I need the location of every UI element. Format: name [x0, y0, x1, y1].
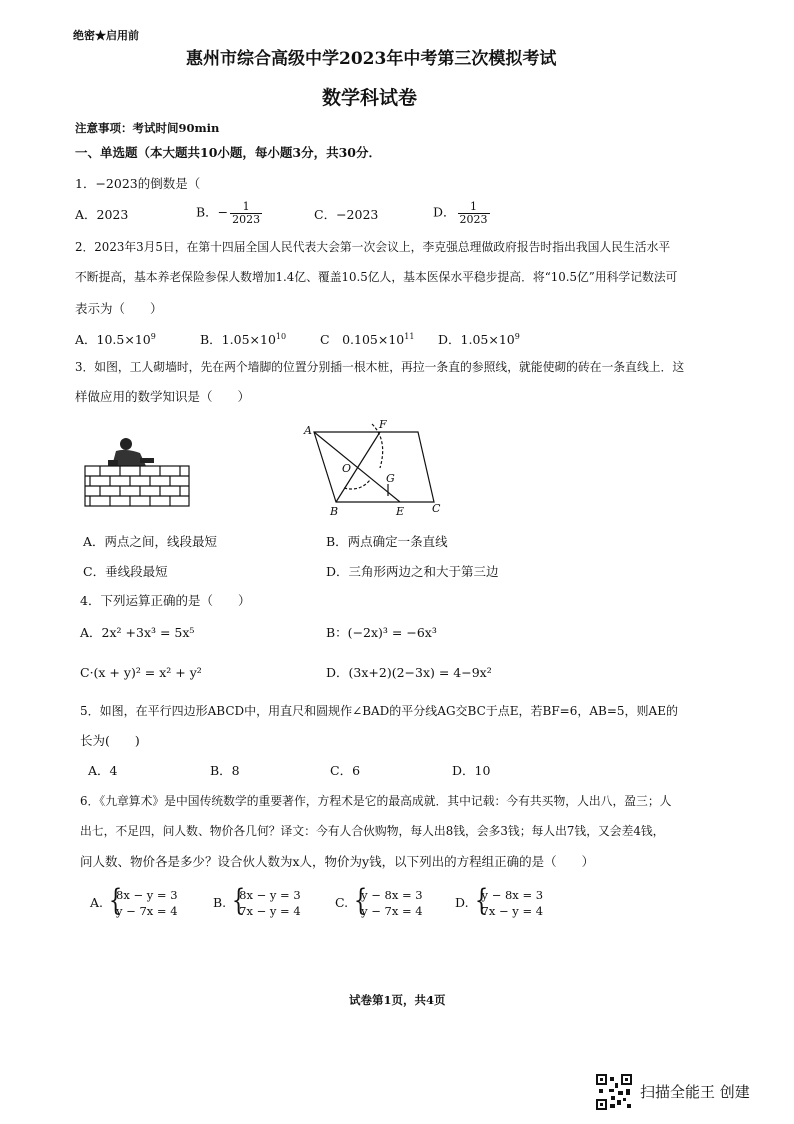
q3-option-d: D．三角形两边之和大于第三边 [326, 564, 499, 579]
qr-code-icon [596, 1074, 632, 1110]
q6-a-eq2: y − 7x = 4 [116, 903, 178, 918]
q6-option-b [213, 888, 301, 919]
q1-stem: 1．−2023的倒数是（ [75, 176, 201, 191]
label-c: C [432, 502, 441, 515]
label-b: B [330, 505, 339, 518]
q1-option-d-prefix: D． [433, 204, 456, 220]
q2-a-exp: 9 [150, 332, 156, 341]
q1-option-b-prefix: B．− [196, 204, 229, 220]
line-ae [314, 432, 400, 502]
q3-option-a: A．两点之间，线段最短 [83, 534, 218, 549]
brick-wall [85, 466, 189, 506]
q2-c-exp: 11 [404, 332, 415, 341]
page-number: 试卷第1页，共4页 [349, 993, 446, 1007]
subject-title: 数学科试卷 [322, 87, 418, 109]
q5-option-d: D．10 [452, 763, 491, 778]
q1-option-d-fraction [458, 201, 490, 225]
q4-option-b: B：(−2x)³ = −6x³ [326, 625, 437, 640]
q2-d-exp: 9 [514, 332, 520, 341]
q5-option-a: A．4 [88, 763, 118, 778]
label-a: A [304, 424, 312, 437]
q5-option-b: B．8 [210, 763, 240, 778]
parallelogram-figure [300, 418, 450, 518]
q3-option-c: C．垂线段最短 [83, 564, 168, 579]
q6-line3: 问人数、物价各是多少？设合伙人数为x人，物价为y钱，以下列出的方程组正确的是（ ） [80, 854, 595, 869]
notice: 注意事项：考试时间90min [75, 121, 220, 135]
label-e: E [396, 505, 405, 518]
worker-icon [108, 438, 154, 466]
brick-wall-figure [82, 436, 192, 508]
q6-b-label: B. [213, 895, 227, 911]
q2-b-base: B．1.05×10 [200, 332, 276, 348]
q1-b-denominator: 2023 [232, 212, 261, 226]
q2-option-b [200, 333, 286, 347]
q2-d-base: D．1.05×10 [438, 332, 515, 348]
q1-option-b-fraction [230, 201, 262, 225]
q4-option-d: D．(3x+2)(2−3x) = 4−9x² [326, 665, 492, 680]
q6-c-label: C. [335, 895, 349, 911]
secret-label: 绝密★启用前 [73, 29, 139, 42]
q1-d-numerator: 1 [458, 201, 490, 214]
section-title: 一、单选题（本大题共10小题，每小题3分，共30分． [75, 145, 381, 160]
q2-option-a [75, 333, 156, 347]
q1-d-denominator: 2023 [459, 212, 488, 226]
q1-option-d [433, 201, 492, 225]
q4-option-c: C·(x + y)² = x² + y² [80, 665, 202, 680]
q6-a-system [107, 888, 178, 919]
q6-d-label: D. [455, 895, 469, 911]
q6-a-label: A. [90, 895, 104, 911]
q5-option-c: C．6 [330, 763, 361, 778]
q6-c-system [352, 888, 423, 919]
q4-option-a: A．2x² +3x³ = 5x⁵ [80, 625, 195, 640]
q1-option-b [196, 201, 264, 225]
q6-b-eq2: 7x − y = 4 [239, 903, 301, 918]
q3-line1: 3．如图，工人砌墙时，先在两个墙脚的位置分别插一根木桩，再拉一条直的参照线，就能使砌的砖在一条直线上．这 [75, 360, 685, 374]
q2-line1: 2．2023年3月5日，在第十四届全国人民代表大会第一次会议上，李克强总理做政府报告时指出我国人民生活水平 [75, 240, 671, 254]
q2-line2: 不断提高，基本养老保险参保人数增加1.4亿、覆盖10.5亿人，基本医保水平稳步提高．将“10.5亿”用科学记数法可 [75, 270, 678, 284]
q1-option-a: A．2023 [75, 207, 129, 222]
q6-a-eq1: { 8x − y = 3 [116, 888, 178, 902]
q6-d-system [473, 888, 544, 919]
exam-title: 惠州市综合高级中学2023年中考第三次模拟考试 [186, 49, 557, 69]
q3-line2: 样做应用的数学知识是（ ） [75, 389, 251, 404]
label-g: G [386, 472, 395, 485]
q6-d-eq2: 7x − y = 4 [481, 903, 544, 918]
label-o: O [342, 462, 352, 475]
q6-option-c [335, 888, 423, 919]
q2-c-base: C 0.105×10 [320, 332, 405, 348]
q2-a-base: A．10.5×10 [75, 332, 151, 348]
q6-c-eq2: y − 7x = 4 [361, 903, 423, 918]
q6-option-d [455, 888, 543, 919]
q6-option-a [90, 888, 178, 919]
q3-option-b: B．两点确定一条直线 [326, 534, 448, 549]
q4-stem: 4．下列运算正确的是（ ） [80, 593, 251, 608]
q1-option-c: C．−2023 [314, 207, 379, 222]
q6-line1: 6．《九章算术》是中国传统数学的重要著作，方程术是它的最高成就．其中记载：今有共买物，人出八，盈三；人 [80, 794, 672, 808]
scanner-credit: 扫描全能王 创建 [640, 1083, 750, 1101]
q6-b-eq1: { 8x − y = 3 [239, 888, 301, 902]
q6-b-system [230, 888, 301, 919]
label-f: F [379, 418, 387, 431]
q2-b-exp: 10 [275, 332, 287, 341]
q6-d-eq1: { y − 8x = 3 [481, 888, 544, 902]
q6-c-eq1: { y − 8x = 3 [361, 888, 423, 902]
q2-option-c [320, 333, 414, 347]
q6-line2: 出七，不足四，问人数、物价各几何？译文：今有人合伙购物，每人出8钱，会多3钱；每人出7钱，又会差4钱， [80, 824, 665, 838]
q5-line1: 5．如图，在平行四边形ABCD中，用直尺和圆规作∠BAD的平分线AG交BC于点E，若BF=6，AB=5，则AE的 [80, 704, 678, 718]
q1-b-numerator: 1 [230, 201, 262, 214]
q2-option-d [438, 333, 520, 347]
q2-line3: 表示为（ ） [75, 301, 163, 316]
arc-b [344, 480, 370, 489]
q5-line2: 长为( ) [80, 733, 140, 748]
